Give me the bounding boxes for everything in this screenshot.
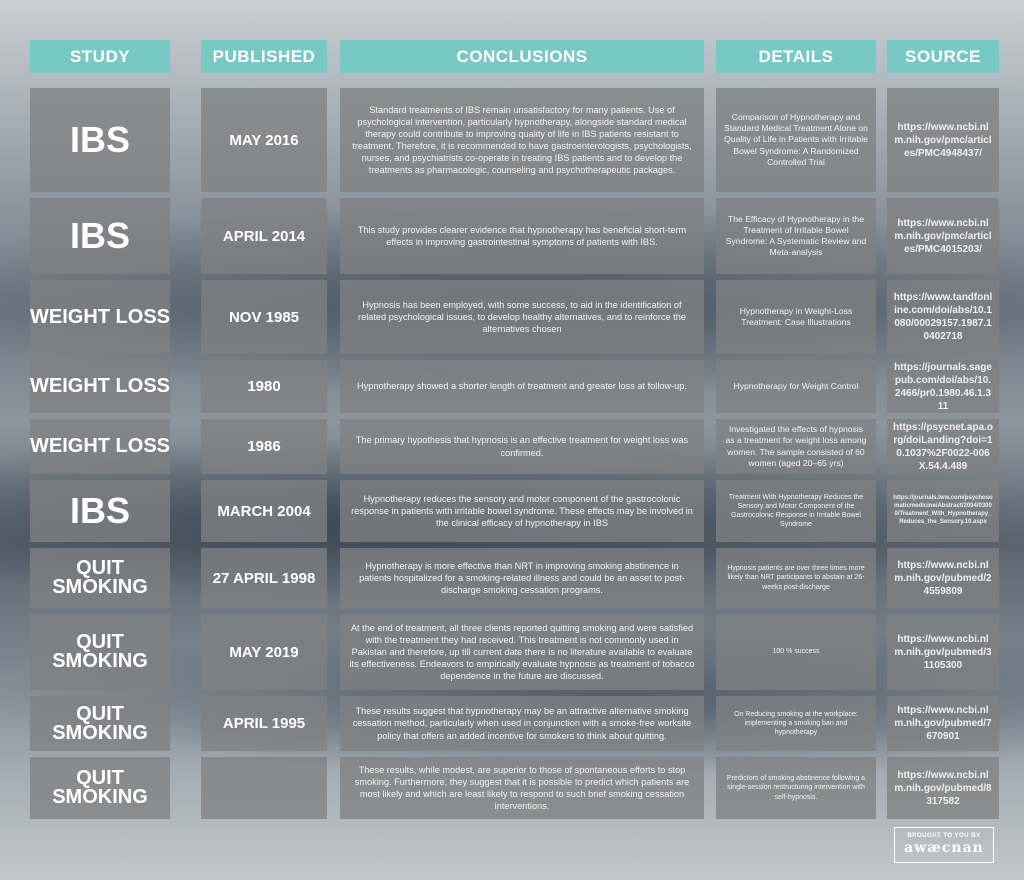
row-study: QUIT SMOKING (30, 548, 170, 608)
row-details: Hypnosis patients are over three times more likely than NRT participants to abstain at 26-weeks post-discharge (716, 548, 876, 608)
row-study: IBS (30, 88, 170, 192)
row-published (201, 757, 327, 819)
header-conclusions: CONCLUSIONS (340, 40, 704, 73)
brand-name: awæcnan (904, 840, 984, 856)
row-study: IBS (30, 198, 170, 274)
row-conclusion: These results suggest that hypnotherapy may be an attractive alternative smoking cessation method, particularly when used in conjunction with a smoke-free worksite policy that offers an added incentive for smokers to think about quitting. (340, 696, 704, 751)
row-published: APRIL 1995 (201, 696, 327, 751)
row-conclusion: The primary hypothesis that hypnosis is an effective treatment for weight loss was confirmed. (340, 419, 704, 474)
row-details: On Reducing smoking at the workplace: implementing a smoking ban and hypnotherapy (716, 696, 876, 751)
row-source-link[interactable]: https://journals.sagepub.com/doi/abs/10.2466/pr0.1980.46.1.311 (887, 360, 999, 413)
row-conclusion: These results, while modest, are superior to those of spontaneous efforts to stop smoking. Furthermore, they suggest that it is possible to predict which patients are most likely and which are least likely to respond to such brief smoking cessation interventions. (340, 757, 704, 819)
row-published: MARCH 2004 (201, 480, 327, 542)
row-published: MAY 2016 (201, 88, 327, 192)
row-details: Comparison of Hypnotherapy and Standard Medical Treatment Alone on Quality of Life in Patients with Irritable Bowel Syndrome: A Randomized Controlled Trial (716, 88, 876, 192)
header-source: SOURCE (887, 40, 999, 73)
row-source-link[interactable]: https://www.tandfonline.com/doi/abs/10.1080/00029157.1987.10402718 (887, 280, 999, 354)
header-details: DETAILS (716, 40, 876, 73)
brand-tagline: BROUGHT TO YOU BY (907, 833, 981, 839)
row-study: QUIT SMOKING (30, 614, 170, 690)
row-source-link[interactable]: https://www.ncbi.nlm.nih.gov/pmc/articles/PMC4015203/ (887, 198, 999, 274)
row-published: 1986 (201, 419, 327, 474)
row-details: The Efficacy of Hypnotherapy in the Treatment of Irritable Bowel Syndrome: A Systematic Review and Meta-analysis (716, 198, 876, 274)
row-study: QUIT SMOKING (30, 696, 170, 751)
row-conclusion: Standard treatments of IBS remain unsatisfactory for many patients. Use of psychological intervention, particularly hypnotherapy, alongside standard medical therapy could contribute to improving quality of life in IBS patients resistant to treatment. Therefore, it is recommended to have gastroenterologists, psychologists, nurses, and psychiatrists co-operate in treating IBS patients and to develop the treatments as pharmacologic, counseling and psychotherapeutic packages. (340, 88, 704, 192)
header-published: PUBLISHED (201, 40, 327, 73)
row-details: Predictors of smoking abstinence following a single-session restructuring intervention with self-hypnosis. (716, 757, 876, 819)
row-conclusion: Hypnotherapy reduces the sensory and motor component of the gastrocolonic response in patients with irritable bowel syndrome. These effects may be involved in the clinical efficacy of hypnotherapy in IBS (340, 480, 704, 542)
row-study: IBS (30, 480, 170, 542)
row-conclusion: This study provides clearer evidence that hypnotherapy has beneficial short-term effects in improving gastrointestinal symptoms of patients with IBS. (340, 198, 704, 274)
row-source-link[interactable]: https://www.ncbi.nlm.nih.gov/pubmed/24559809 (887, 548, 999, 608)
row-published: 27 APRIL 1998 (201, 548, 327, 608)
row-published: APRIL 2014 (201, 198, 327, 274)
row-study: QUIT SMOKING (30, 757, 170, 819)
row-source-link[interactable]: https://www.ncbi.nlm.nih.gov/pubmed/7670901 (887, 696, 999, 751)
row-conclusion: Hypnosis has been employed, with some success, to aid in the identification of related psychological issues, to develop healthy alternatives, and to reinforce the alternatives chosen (340, 280, 704, 354)
row-study: WEIGHT LOSS (30, 360, 170, 413)
row-published: 1980 (201, 360, 327, 413)
row-published: NOV 1985 (201, 280, 327, 354)
row-study: WEIGHT LOSS (30, 280, 170, 354)
header-study: STUDY (30, 40, 170, 73)
row-conclusion: Hypnotherapy showed a shorter length of treatment and greater loss at follow-up. (340, 360, 704, 413)
row-details: Investigated the effects of hypnosis as a treatment for weight loss among women. The sample consisted of 60 women (aged 20–65 yrs) (716, 419, 876, 474)
row-source-link[interactable]: https://psycnet.apa.org/doiLanding?doi=10.1037%2F0022-006X.54.4.489 (887, 419, 999, 474)
row-conclusion: At the end of treatment, all three clients reported quitting smoking and were satisfied with the treatment they had received. This treatment is not commonly used in Pakistan and therefore, up till current date there is no literature available to evaluate its effectiveness. Endeavors to empirically evaluate hypnosis as treatment of tobacco dependence in the future are discussed. (340, 614, 704, 690)
row-details: 100 % success (716, 614, 876, 690)
row-source-link[interactable]: https://www.ncbi.nlm.nih.gov/pmc/articles/PMC4948437/ (887, 88, 999, 192)
row-details: Hypnotherapy for Weight Control (716, 360, 876, 413)
row-conclusion: Hypnotherapy is more effective than NRT in improving smoking abstinence in patients hospitalized for a smoking-related illness and could be an asset to post-discharge smoking cessation programs. (340, 548, 704, 608)
row-details: Treatment With Hypnotherapy Reduces the Sensory and Motor Component of the Gastrocolonic Response in Irritable Bowel Syndrome (716, 480, 876, 542)
row-source-link[interactable]: https://www.ncbi.nlm.nih.gov/pubmed/31105300 (887, 614, 999, 690)
row-published: MAY 2019 (201, 614, 327, 690)
row-source-link[interactable]: https://journals.lww.com/psychosomaticmedicine/Abstract/2004/03000/Treatment_With_Hypnotherapy_Reduces_the_Sensory.10.aspx (887, 480, 999, 542)
row-source-link[interactable]: https://www.ncbi.nlm.nih.gov/pubmed/8317582 (887, 757, 999, 819)
row-details: Hypnotherapy in Weight-Loss Treatment: Case Illustrations (716, 280, 876, 354)
row-study: WEIGHT LOSS (30, 419, 170, 474)
brand-logo (894, 827, 994, 863)
